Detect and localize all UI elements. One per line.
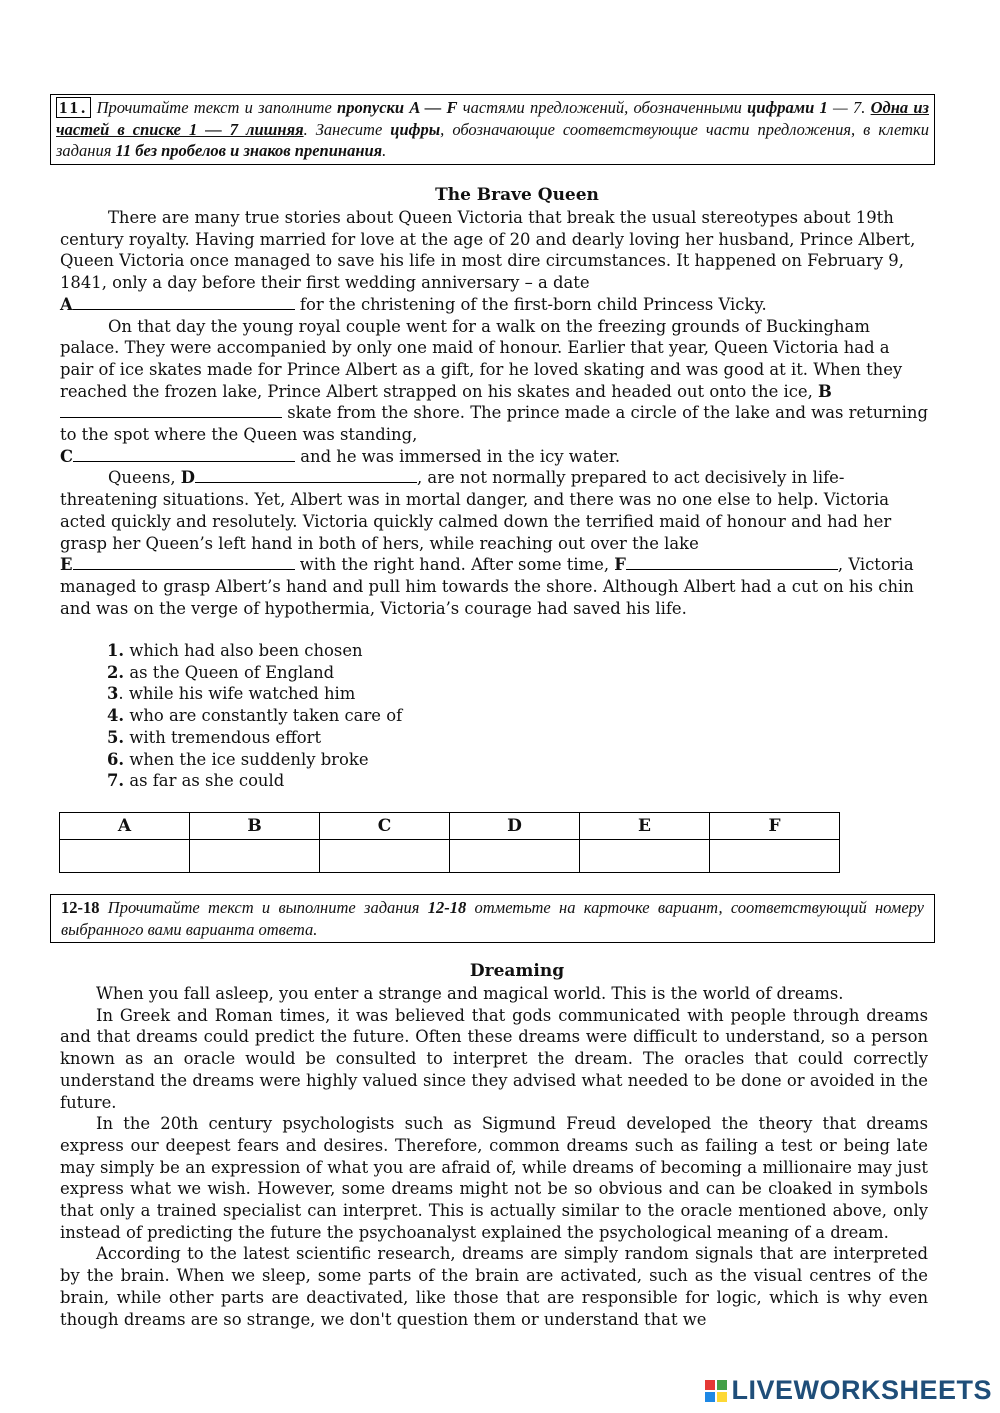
instr-bold: 11 без пробелов и знаков препинания xyxy=(115,141,383,160)
story1-paragraph xyxy=(60,316,928,468)
task11-number: 11. xyxy=(56,97,91,118)
instr-text: , обозначающие соответствующие части предложения, в клетки задания xyxy=(56,119,929,160)
instr-bold: цифры xyxy=(390,119,441,139)
instr-text: Прочитайте текст и заполните xyxy=(91,98,338,117)
option-item xyxy=(107,749,402,771)
answer-cell-f[interactable] xyxy=(710,840,840,873)
task12-number: 12-18 xyxy=(61,898,100,917)
answer-cell-d[interactable] xyxy=(450,840,580,873)
task11-instructions xyxy=(50,94,935,165)
story2-paragraph: In Greek and Roman times, it was believed that gods communicated with people through dreams and that dreams could predict the future. Often these dreams were difficult to understand, so a person known as an oracle would be consulted to interpret the dream. The oracles that could correctly understand the dreams were highly valued since they advised what needed to be done or avoided in the future. xyxy=(60,1005,928,1112)
option-text: which had also been chosen xyxy=(124,641,363,660)
answer-header: E xyxy=(580,813,710,840)
story-text: with the right hand. After some time, xyxy=(294,555,615,575)
story1-paragraph xyxy=(60,207,928,316)
option-number: 3 xyxy=(107,684,119,704)
instr-bold: 12-18 xyxy=(427,898,467,917)
options-list xyxy=(107,640,402,792)
story1-paragraph xyxy=(60,467,928,619)
liveworksheets-logo-icon xyxy=(705,1380,727,1402)
brand-name: LIVEWORKSHEETS xyxy=(731,1375,992,1405)
option-number: 6. xyxy=(107,749,125,769)
option-item xyxy=(107,662,402,684)
liveworksheets-footer xyxy=(705,1375,992,1406)
story2-paragraph: According to the latest scientific research, dreams are simply random signals that are interpreted by the brain. When we sleep, some parts of the brain are activated, such as the visual centres of the brain, while other parts are deactivated, like those that are responsible for logic, which is why even though dreams are so strange, we don't question them or understand that we xyxy=(60,1244,928,1329)
option-item xyxy=(107,640,402,662)
option-number: 5. xyxy=(107,727,125,747)
gap-d-blank[interactable] xyxy=(195,468,417,483)
story-text: for the christening of the first-born child Princess Vicky. xyxy=(294,294,767,314)
gap-label-c: C xyxy=(60,446,74,466)
option-text: with tremendous effort xyxy=(124,727,322,747)
gap-label-a: A xyxy=(60,294,73,314)
answer-header: A xyxy=(60,813,190,840)
instr-bold: Одна из частей в списке 1 — 7 лишняя xyxy=(56,98,929,139)
story-text: skate from the shore. The prince made a circle of the lake and was returning to the spot where the Queen was standing, xyxy=(60,403,928,445)
option-item xyxy=(107,770,402,792)
answer-header: B xyxy=(190,813,320,840)
answer-header: D xyxy=(450,813,580,840)
logo-square xyxy=(717,1380,727,1390)
instr-text: отметьте на карточке вариант, соответствующий номеру выбранного вами варианта ответа. xyxy=(61,898,924,939)
gap-label-f: F xyxy=(614,555,626,575)
instr-text: Прочитайте текст и выполните задания xyxy=(99,898,428,917)
answer-cell-a[interactable] xyxy=(60,840,190,873)
story-text: On that day the young royal couple went for a walk on the freezing grounds of Buckingham palace. They were accompanied by only one maid of honour. Earlier that year, Queen Victoria had a pair of ice skates made for Prince Albert as a gift, for he loved skating and was good at it. When they reached the frozen lake, Prince Albert strapped on his skates and headed out onto the ice, xyxy=(60,316,903,401)
option-text: when the ice suddenly broke xyxy=(124,749,369,769)
answer-header: F xyxy=(710,813,840,840)
story-text: Queens, xyxy=(108,468,181,488)
instr-text: — 7. xyxy=(827,98,871,117)
answer-cell-c[interactable] xyxy=(320,840,450,873)
option-text: . while his wife watched him xyxy=(118,684,356,704)
story2-paragraph: When you fall asleep, you enter a strange and magical world. This is the world of dreams. xyxy=(96,984,844,1003)
answer-table xyxy=(59,812,840,873)
option-number: 2. xyxy=(107,662,125,682)
story2-paragraph: In the 20th century psychologists such as Sigmund Freud developed the theory that dreams express our deepest fears and desires. Therefore, common dreams such as failing a test or being late may simply be an expression of what you are afraid of, while dreams of becoming a millionaire may just express what we wish. However, some dreams might not be so obvious and can be cloaked in symbols that only a trained specialist can interpret. This is actually similar to the oracle mentioned above, only instead of predicting the future the psychoanalyst explained the psychological meaning of a dream. xyxy=(60,1114,928,1242)
answer-header: C xyxy=(320,813,450,840)
story-text: , Victoria managed to grasp Albert’s hand and pull him towards the shore. Although Albert had a cut on his chin and was on the verge of hypothermia, Victoria’s courage had saved his life. xyxy=(60,555,914,618)
logo-square xyxy=(717,1392,727,1402)
answer-cell-e[interactable] xyxy=(580,840,710,873)
story-text: , are not normally prepared to act decisively in life-threatening situations. Yet, Albert was in mortal danger, and there was no one else to help. Victoria acted quickly and resolutely. Victoria quickly calmed down the terrified maid of honour and had her grasp her Queen’s left hand in both of hers, while reaching out over the lake xyxy=(60,468,892,553)
instr-bold: пропуски A — F xyxy=(337,98,458,117)
option-number: 7. xyxy=(107,771,125,791)
story2-body xyxy=(60,983,928,1330)
option-item xyxy=(107,705,402,727)
story-text: and he was immersed in the icy water. xyxy=(295,446,621,466)
answer-cell-b[interactable] xyxy=(190,840,320,873)
story1-body xyxy=(60,207,928,619)
option-item xyxy=(107,683,402,705)
instr-text: . xyxy=(382,141,387,160)
gap-label-e: E xyxy=(60,555,73,575)
gap-label-d: D xyxy=(180,468,196,488)
option-item xyxy=(107,727,402,749)
option-text: as the Queen of England xyxy=(124,662,335,682)
gap-f-blank[interactable] xyxy=(626,555,838,570)
instr-bold: цифрами 1 xyxy=(747,98,828,117)
story2-title: Dreaming xyxy=(469,961,565,981)
gap-a-blank[interactable] xyxy=(73,295,295,310)
option-number: 4. xyxy=(107,706,125,726)
logo-square xyxy=(705,1392,715,1402)
story1-title: The Brave Queen xyxy=(435,185,599,205)
gap-e-blank[interactable] xyxy=(73,555,295,570)
option-number: 1. xyxy=(107,641,125,660)
instr-text: частями предложений, обозначенными xyxy=(457,98,748,117)
option-text: who are constantly taken care of xyxy=(124,706,403,726)
option-text: as far as she could xyxy=(124,771,285,791)
answer-header-row xyxy=(60,813,840,840)
story-text: There are many true stories about Queen Victoria that break the usual stereotypes about 19th century royalty. Having married for love at the age of 20 and dearly loving her husband, Prince Albert, Queen Victoria once managed to save his life in most dire circumstances. It happened on February 9, 1841, only a day before their first wedding anniversary – a date xyxy=(60,208,916,293)
answer-input-row xyxy=(60,840,840,873)
gap-b-blank[interactable] xyxy=(60,403,282,418)
logo-square xyxy=(705,1380,715,1390)
gap-label-b: B xyxy=(818,381,832,401)
instr-text: . Занесите xyxy=(303,119,391,139)
gap-c-blank[interactable] xyxy=(73,447,295,462)
task12-instructions xyxy=(50,894,935,943)
